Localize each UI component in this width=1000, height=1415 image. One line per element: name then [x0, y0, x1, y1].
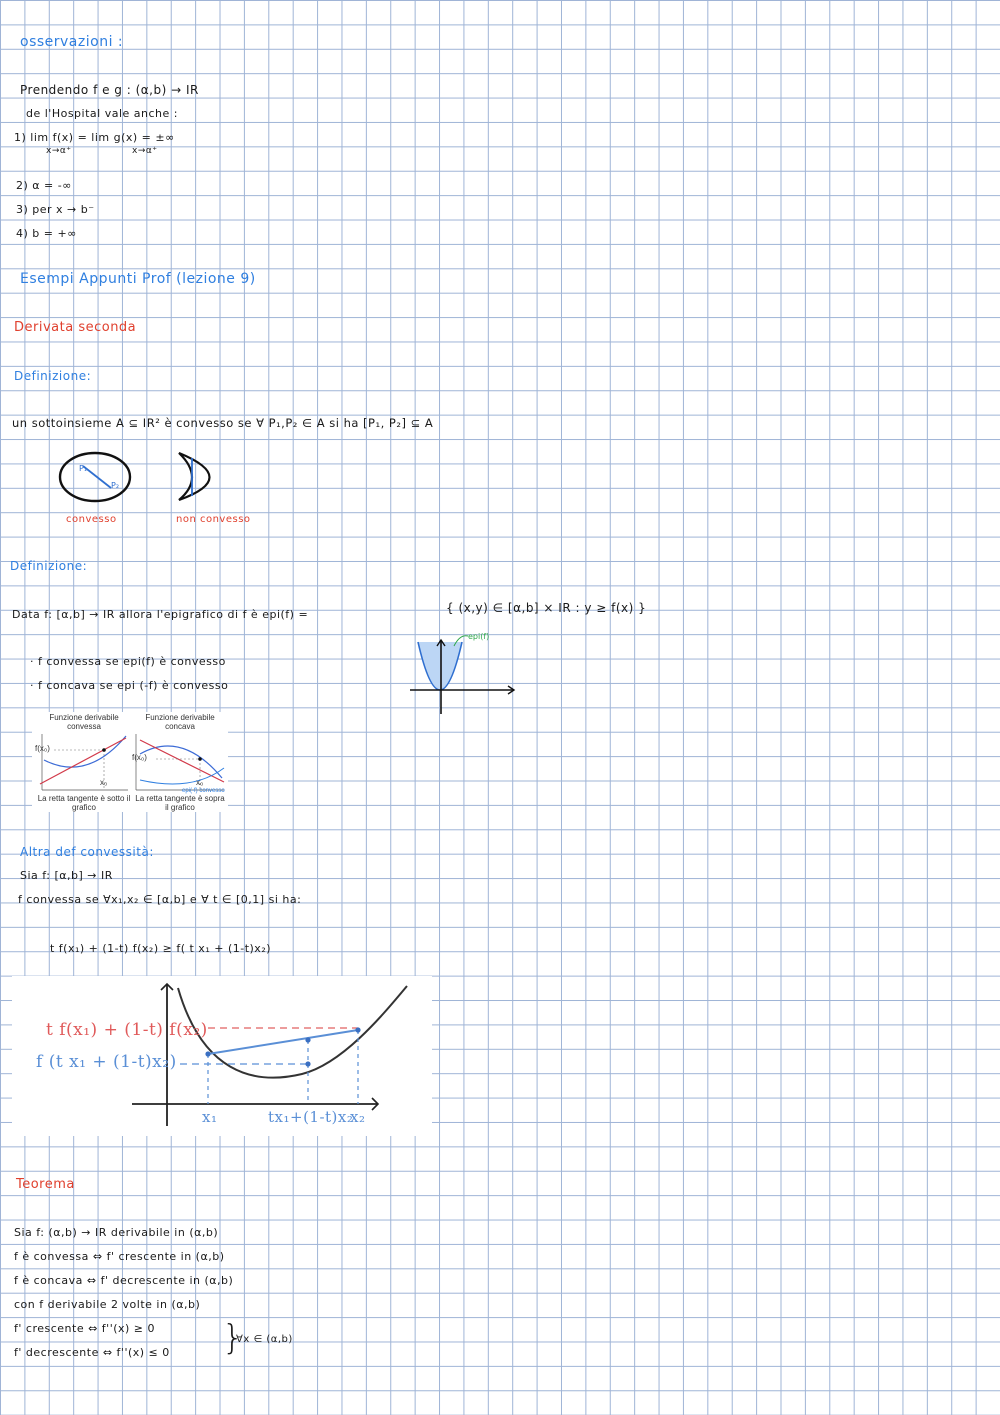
osservazioni-item3: 3) per x → b⁻	[16, 203, 95, 216]
point-chord-mid	[305, 1037, 310, 1042]
left-x0-label: x₀	[100, 778, 108, 787]
point-x1	[205, 1051, 210, 1056]
osservazioni-title: osservazioni :	[20, 34, 124, 50]
osservazioni-item4: 4) b = +∞	[16, 227, 77, 240]
convex-label: convesso	[66, 514, 117, 525]
def2-bullet2: · f concava se epi (-f) è convesso	[30, 679, 229, 692]
def2-title: Definizione:	[10, 559, 88, 573]
point-x2	[355, 1027, 360, 1032]
teorema-line2: f è convessa ⇔ f' crescente in (α,b)	[14, 1250, 225, 1263]
right-fig-title: Funzione derivabile concava	[145, 713, 215, 731]
osservazioni-line1: Prendendo f e g : (α,b) → IR	[20, 83, 199, 97]
teorema-line4: con f derivabile 2 volte in (α,b)	[14, 1298, 201, 1311]
convex-segment	[83, 466, 111, 488]
p2-label: P₂	[111, 481, 120, 490]
derivata-title: Derivata seconda	[14, 320, 137, 335]
neg-curve	[140, 768, 224, 784]
convexity-graph	[12, 976, 432, 1136]
left-curve	[44, 736, 126, 767]
def2-text: Data f: [α,b] → IR allora l'epigrafico di f è epi(f) =	[12, 608, 309, 621]
osservazioni-item1-sub-a: x→α⁺	[46, 146, 72, 156]
altra-formula: t f(x₁) + (1-t) f(x₂) ≥ f( t x₁ + (1-t)x₂)	[50, 942, 272, 955]
osservazioni-item2: 2) α = -∞	[16, 179, 72, 192]
teorema-line6: f' decrescente ⇔ f''(x) ≤ 0	[14, 1346, 170, 1359]
blue-label: f (t x₁ + (1-t)x₂)	[36, 1052, 177, 1072]
chord	[208, 1030, 358, 1054]
right-fig-caption: La retta tangente è sopra il grafico	[135, 794, 225, 812]
teorema-title: Teorema	[16, 1177, 75, 1192]
def1-title: Definizione:	[14, 369, 92, 383]
teorema-brace-note: ∀x ∈ (α,b)	[236, 1334, 293, 1345]
epigraph-sketch	[410, 628, 520, 718]
right-tangent-point	[198, 757, 202, 761]
red-label: t f(x₁) + (1-t) f(x₂)	[46, 1020, 208, 1040]
teorema-line3: f è concava ⇔ f' decrescente in (α,b)	[14, 1274, 234, 1287]
def2-set: { (x,y) ∈ [α,b] × IR : y ≥ f(x) }	[446, 601, 647, 615]
convex-ellipse	[60, 453, 130, 501]
altra-line1: Sia f: [α,b] → IR	[20, 869, 113, 882]
tangent-figure	[32, 712, 228, 812]
teorema-line1: Sia f: (α,b) → IR derivabile in (α,b)	[14, 1226, 219, 1239]
altra-line2: f convessa se ∀x₁,x₂ ∈ [α,b] e ∀ t ∈ [0,1] si ha:	[18, 893, 302, 906]
right-curve	[140, 746, 222, 778]
esempi-title: Esempi Appunti Prof (lezione 9)	[20, 271, 256, 287]
convexity-sketch	[55, 448, 255, 508]
osservazioni-line2: de l'Hospital vale anche :	[26, 107, 178, 120]
neg-f-note: epi(-f) convesso	[182, 788, 225, 794]
left-tangent-point	[102, 748, 106, 752]
right-fx0-label: f(x₀)	[132, 753, 147, 762]
def1-text: un sottoinsieme A ⊆ IR² è convesso se ∀ P₁,P₂ ∈ A si ha [P₁, P₂] ⊆ A	[12, 416, 434, 430]
xmid-label: tx₁+(1-t)x₂	[268, 1108, 354, 1126]
def2-bullet1: · f convessa se epi(f) è convesso	[30, 655, 226, 668]
teorema-line5: f' crescente ⇔ f''(x) ≥ 0	[14, 1322, 156, 1335]
left-tangent	[40, 738, 126, 784]
p1-label: P₁	[79, 464, 88, 473]
left-fx0-label: f(x₀)	[35, 744, 50, 753]
osservazioni-item1: 1) lim f(x) = lim g(x) = ±∞	[14, 131, 175, 144]
osservazioni-item1-sub-b: x→α⁺	[132, 146, 158, 156]
nonconvex-label: non convesso	[176, 514, 251, 525]
left-fig-title: Funzione derivabile convessa	[49, 713, 119, 731]
epi-label: epi(f)	[468, 632, 490, 641]
nonconvex-shape	[179, 453, 210, 500]
altra-title: Altra def convessità:	[20, 845, 154, 859]
point-curve-mid	[305, 1061, 310, 1066]
x2-label: x₂	[350, 1108, 366, 1126]
x1-label: x₁	[202, 1108, 218, 1126]
teorema-brace: }	[222, 1318, 245, 1358]
right-x0-label: x₀	[196, 778, 204, 787]
left-fig-caption: La retta tangente è sotto il grafico	[37, 794, 131, 812]
